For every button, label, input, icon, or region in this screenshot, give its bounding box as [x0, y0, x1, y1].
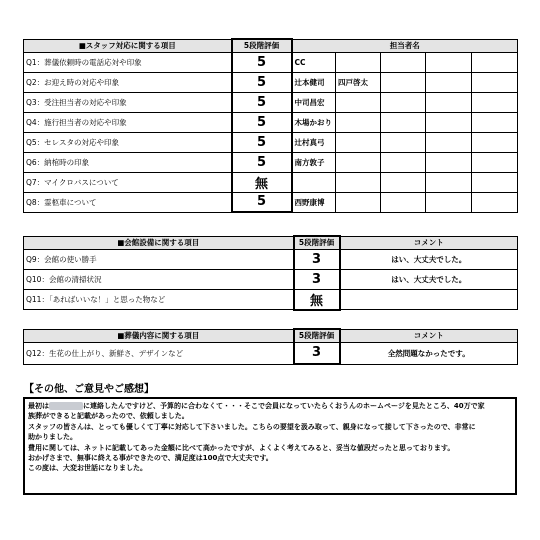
table-row [24, 289, 518, 310]
table-row [24, 249, 518, 269]
score-value: 3 [294, 249, 340, 269]
staff-header-question: ■スタッフ対応に関する項目 [24, 39, 232, 52]
funeral-header-question: ■葬儀内容に関する項目 [24, 329, 294, 342]
staff-evaluation-table [23, 38, 518, 213]
comment-line-rest: に連絡したんですけど、予算的に合わなくて・・・そこで会員になっていたらくおうんのホームページを見たところ、40万で家 [83, 402, 485, 410]
score-value: 3 [294, 342, 340, 364]
question-label: Q9：会館の使い勝手 [24, 249, 294, 269]
table-row [24, 269, 518, 289]
facility-header-comment: コメント [340, 236, 518, 249]
staff-name-2 [336, 52, 381, 72]
staff-name-2 [336, 92, 381, 112]
comment-line [28, 401, 512, 411]
comments-title: 【その他、ご意見やご感想】 [24, 384, 154, 395]
staff-header-score: 5段階評価 [232, 39, 292, 52]
redacted-block [49, 402, 83, 410]
table-row [24, 112, 518, 132]
comment-text [340, 289, 518, 310]
staff-name: 中司昌宏 [292, 92, 336, 112]
comment-line: 費用に関しては、ネットに記載してあった金額に比べて高かったですが、よくよく考えてみると、妥当な値段だったと思っております。 [28, 443, 455, 452]
staff-name-2 [336, 132, 381, 152]
table-row [24, 52, 518, 72]
score-value: 無 [294, 289, 340, 310]
score-value: 3 [294, 269, 340, 289]
score-value: 5 [232, 192, 292, 212]
table-row [24, 132, 518, 152]
comment-line: 助かりました。 [28, 433, 77, 442]
staff-name: 辻本健司 [292, 72, 336, 92]
staff-name: 辻村真弓 [292, 132, 336, 152]
staff-name: CC [292, 52, 336, 72]
question-label: Q6：納棺時の印象 [24, 152, 232, 172]
score-value: 5 [232, 52, 292, 72]
staff-name-2: 四戸啓太 [336, 72, 381, 92]
staff-name-2 [336, 152, 381, 172]
staff-name [292, 172, 336, 192]
score-value: 5 [232, 92, 292, 112]
funeral-header-score: 5段階評価 [294, 329, 340, 342]
question-label: Q7：マイクロバスについて [24, 172, 232, 192]
comment-line: この度は、大変お世話になりました。 [28, 464, 147, 473]
staff-name-2 [336, 192, 381, 212]
staff-name-2 [336, 172, 381, 192]
facility-header-score: 5段階評価 [294, 236, 340, 249]
comments-section [23, 383, 517, 495]
score-value: 5 [232, 132, 292, 152]
score-value: 5 [232, 152, 292, 172]
staff-name-2 [336, 112, 381, 132]
table-row [24, 72, 518, 92]
comment-line: 族葬ができると記載があったので、依頼しました。 [28, 412, 189, 421]
score-value: 5 [232, 72, 292, 92]
comment-text: はい、大丈夫でした。 [340, 269, 518, 289]
question-label: Q1：葬儀依頼時の電話応対や印象 [24, 52, 232, 72]
question-label: Q11：「あればいいな！」と思った物など [24, 289, 294, 310]
staff-name: 西野康博 [292, 192, 336, 212]
table-row [24, 192, 518, 212]
table-row [24, 152, 518, 172]
question-label: Q12：生花の仕上がり、新鮮さ、デザインなど [24, 342, 294, 364]
question-label: Q10：会館の清掃状況 [24, 269, 294, 289]
score-value: 5 [232, 112, 292, 132]
facility-evaluation-table [23, 235, 518, 311]
question-label: Q4：施行担当者の対応や印象 [24, 112, 232, 132]
score-value: 無 [232, 172, 292, 192]
comment-line: おかげさまで、無事に終える事ができたので、満足度は100点で大丈夫です。 [28, 454, 273, 463]
comment-text: 全然問題なかったです。 [340, 342, 518, 364]
comment-line: スタッフの皆さんは、とっても優しくて丁寧に対応して下さいました。こちらの要望を汲み取って、親身になって接して下さったので、非常に [28, 422, 476, 431]
funeral-header-comment: コメント [340, 329, 518, 342]
staff-name: 木場かおり [292, 112, 336, 132]
question-label: Q2：お迎え時の対応や印象 [24, 72, 232, 92]
staff-name: 南方敦子 [292, 152, 336, 172]
comments-box [23, 397, 517, 495]
table-row [24, 342, 518, 364]
funeral-evaluation-table [23, 328, 518, 365]
comment-line-prefix: 最初は [28, 402, 49, 410]
table-row [24, 92, 518, 112]
staff-header-names: 担当者名 [292, 39, 518, 52]
table-row [24, 172, 518, 192]
facility-header-question: ■会館設備に関する項目 [24, 236, 294, 249]
question-label: Q5：セレスタの対応や印象 [24, 132, 232, 152]
question-label: Q3：受注担当者の対応や印象 [24, 92, 232, 112]
comment-text: はい、大丈夫でした。 [340, 249, 518, 269]
question-label: Q8：霊柩車について [24, 192, 232, 212]
